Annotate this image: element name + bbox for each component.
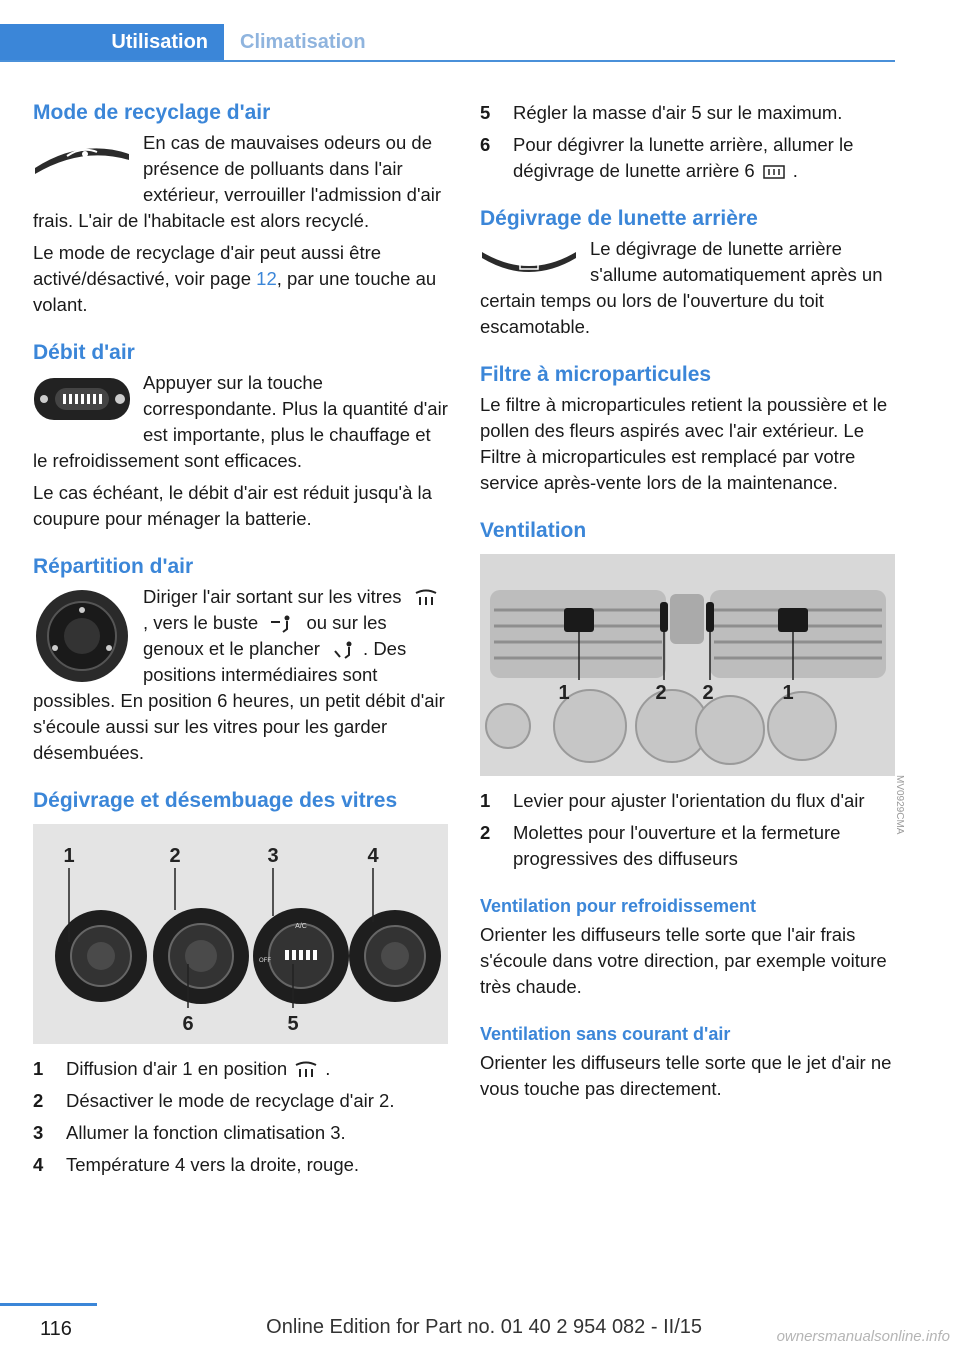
list-item: 5 Régler la masse d'air 5 sur le maximum. xyxy=(480,102,843,123)
windshield-defrost-icon xyxy=(293,1061,319,1079)
photo-label: 2 xyxy=(655,682,667,704)
section-title: Mode de recyclage d'air xyxy=(33,101,271,124)
tab-utilisation[interactable]: Utilisation xyxy=(0,24,224,60)
section-recycle xyxy=(33,100,448,318)
paragraph: En cas de mauvaises odeurs ou de présence de polluants dans l'air extérieur, verrouiller l'admission d'air frais. L'air de l'habitacle est alors recyclé. xyxy=(33,132,442,231)
section-title: Débit d'air xyxy=(33,341,135,364)
section-repartition xyxy=(33,554,448,766)
list-item: 2 Désactiver le mode de recyclage d'air 2. xyxy=(33,1090,395,1111)
air-distribution-dial-icon xyxy=(33,588,131,684)
section-debit xyxy=(33,340,448,532)
subsection-title: Ventilation pour refroidissement xyxy=(480,896,757,916)
section-lunette xyxy=(480,206,896,340)
list-item: 4 Température 4 vers la droite, rouge. xyxy=(33,1154,360,1175)
footer-accent-bar xyxy=(0,1303,97,1306)
list-item: 3 Allumer la fonction climatisation 3. xyxy=(33,1122,346,1143)
paragraph: Le mode de recyclage d'air peut aussi être activé/désactivé, voir page 12, par une touche au volant. xyxy=(33,242,437,315)
tab-climatisation[interactable]: Climatisation xyxy=(240,30,366,53)
list-item: 2 Molettes pour l'ouverture et la fermeture progressives des diffuseurs xyxy=(480,822,841,869)
ac-label: A/C xyxy=(295,923,307,930)
upper-body-vent-icon xyxy=(269,615,295,633)
page-link[interactable]: 12 xyxy=(256,268,277,289)
left-column xyxy=(33,100,448,1200)
photo-label: 5 xyxy=(287,1013,299,1035)
steps-list-continued xyxy=(480,100,896,184)
list-item: 1 Levier pour ajuster l'orientation du flux d'air xyxy=(480,790,865,811)
section-title: Dégivrage et désembuage des vitres xyxy=(33,789,398,812)
photo-label: 1 xyxy=(63,845,75,867)
control-dial-3 xyxy=(253,908,349,1004)
list-item: 1 Diffusion d'air 1 en position . xyxy=(33,1058,331,1079)
photo-label: 1 xyxy=(782,682,794,704)
section-sans-courant xyxy=(480,1022,896,1102)
windshield-defrost-icon xyxy=(413,589,439,607)
paragraph: Le cas échéant, le débit d'air est réduit jusqu'à la coupure pour ménager la batterie. xyxy=(33,482,432,529)
section-title: Ventilation xyxy=(480,519,587,542)
paragraph: Appuyer sur la touche correspondante. Plus la quantité d'air est importante, plus le chauffage et le refroidissement sont efficaces. xyxy=(33,372,448,471)
paragraph: Orienter les diffuseurs telle sorte que le jet d'air ne vous touche pas directement. xyxy=(480,1052,892,1099)
section-title: Répartition d'air xyxy=(33,555,194,578)
section-refroidissement xyxy=(480,894,896,1000)
section-ventilation xyxy=(480,518,896,872)
page-header xyxy=(0,24,895,62)
off-label: OFF xyxy=(259,958,271,964)
photo-label: 2 xyxy=(702,682,714,704)
steps-list xyxy=(33,1056,448,1178)
vent-parts-list xyxy=(480,788,896,872)
photo-label: 2 xyxy=(169,845,181,867)
list-item: 6 Pour dégivrer la lunette arrière, allumer le dégivrage de lunette arrière 6 . xyxy=(480,134,854,181)
photo-label: 6 xyxy=(182,1013,194,1035)
edition-text: Online Edition for Part no. 01 40 2 954 082 - II/15 xyxy=(266,1316,702,1338)
watermark: ownersmanualsonline.info xyxy=(776,1328,950,1345)
airflow-button-icon xyxy=(33,374,131,424)
image-code: MV0929CMA xyxy=(894,775,905,835)
paragraph: Le dégivrage de lunette arrière s'allume automatiquement après un certain temps ou lors de l'ouverture du toit escamotable. xyxy=(480,238,883,337)
section-degivrage xyxy=(33,788,448,1178)
control-dial-4 xyxy=(349,910,441,1002)
footwell-vent-icon xyxy=(331,641,357,659)
paragraph: Orienter les diffuseurs telle sorte que l'air frais s'écoule dans votre direction, par exemple voiture très chaude. xyxy=(480,924,887,997)
paragraph: Le filtre à microparticules retient la poussière et le pollen des fleurs aspirés avec l'air extérieur. Le Filtre à microparticules est remplacé par votre service après-vente lors de la maintenance. xyxy=(480,394,888,493)
recycle-button-icon xyxy=(33,134,131,180)
section-title: Dégivrage de lunette arrière xyxy=(480,207,758,230)
photo-label: 4 xyxy=(367,845,379,867)
page-number: 116 xyxy=(40,1318,72,1340)
rear-defrost-icon xyxy=(761,163,787,181)
right-column xyxy=(480,100,896,1124)
section-title: Filtre à microparticules xyxy=(480,363,712,386)
section-filtre xyxy=(480,362,896,496)
rear-defrost-button-icon xyxy=(480,240,578,284)
subsection-title: Ventilation sans courant d'air xyxy=(480,1024,731,1044)
photo-label: 1 xyxy=(558,682,570,704)
control-dial-2 xyxy=(153,908,249,1004)
ventilation-photo xyxy=(480,554,895,776)
paragraph: Diriger l'air sortant sur les vitres , vers le buste ou sur les genoux et le plancher . Des positions intermédiaires sont possibles. En position 6 heures, un petit débit d'air s'écoule aussi sur les vitres pour les garder désembuées. xyxy=(33,586,445,763)
photo-label: 3 xyxy=(267,845,279,867)
climate-control-photo xyxy=(33,824,448,1044)
